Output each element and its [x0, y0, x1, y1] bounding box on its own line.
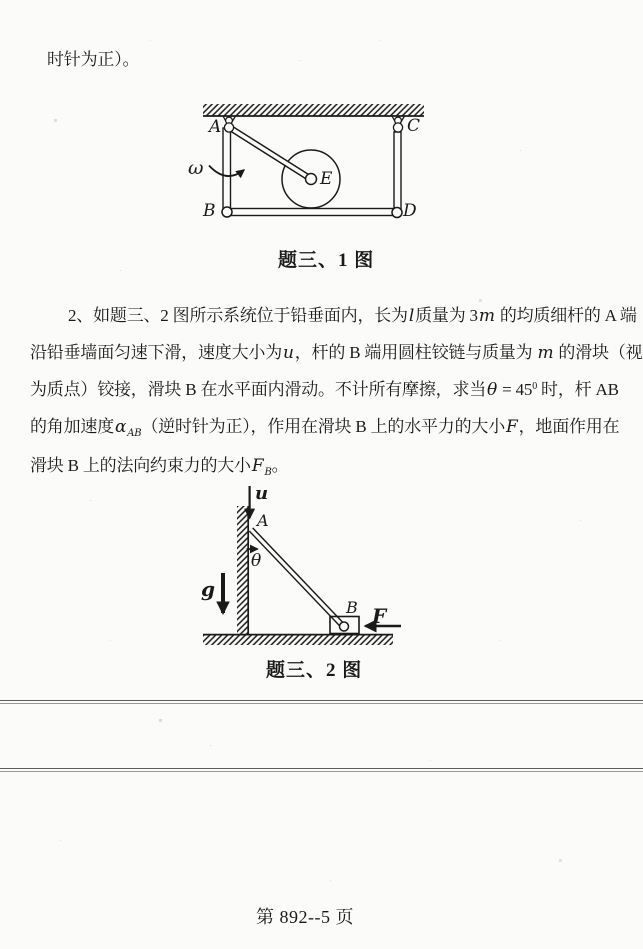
problem-text: 为质点）铰接，滑块 B 在水平面内滑动。不计所有摩擦，求当 — [30, 380, 487, 399]
figure1-caption: 题三、1 图 — [278, 250, 375, 271]
problem-line-4 — [30, 412, 619, 439]
bar-BD — [227, 209, 397, 216]
pin-B — [222, 207, 232, 217]
pin-B2 — [340, 622, 349, 631]
figure2-label-B: B — [346, 598, 358, 617]
problem-text: 的均质细杆的 A 端 — [495, 306, 637, 325]
problem-text: 时，杆 AB — [537, 380, 619, 399]
pin-E — [306, 174, 317, 185]
figure1-linework — [203, 104, 424, 221]
var-alpha: α — [115, 417, 127, 437]
var-m: m — [537, 343, 554, 363]
figure2-label-theta: θ — [251, 551, 262, 571]
figure1-label-C: C — [407, 116, 421, 136]
figure2-label-g: g — [201, 577, 215, 601]
rod-AB-inner — [251, 530, 344, 627]
figure1-label-omega: ω — [188, 157, 204, 179]
bar-AB — [223, 128, 231, 212]
figure1-label-E: E — [320, 169, 333, 189]
figure2-label-A: A — [257, 511, 269, 530]
problem-text: （逆时针为正），作用在滑块 B 上的水平力的大小 — [141, 417, 505, 436]
figure1-label-B: B — [203, 201, 216, 221]
subscript-B: B — [264, 467, 272, 478]
var-F: F — [506, 417, 518, 437]
problem-text: 滑块 B 上的法向约束力的大小 — [30, 456, 251, 475]
problem-text: 的滑块（视 — [554, 343, 643, 362]
problem-line-2 — [30, 338, 642, 363]
support-A — [223, 116, 236, 132]
figure2-label-F: F — [372, 604, 387, 628]
figure2-caption: 题三、2 图 — [266, 660, 363, 681]
problem-text: 沿铅垂墙面匀速下滑，速度大小为 — [30, 343, 282, 362]
bar-CD — [394, 132, 401, 213]
problem-line-5 — [30, 451, 288, 478]
figure2-wall-hatch — [237, 506, 248, 634]
var-l: l — [408, 306, 415, 326]
pin-D — [392, 208, 402, 218]
problem-text: ，杆的 B 端用圆柱铰链与质量为 — [294, 343, 537, 362]
separator-rule-top — [0, 700, 643, 704]
top-text: 时针为正）。 — [47, 50, 140, 69]
figure1-label-A: A — [209, 117, 222, 137]
figure2-floor-hatch — [203, 634, 393, 645]
problem-text: = 45 — [498, 380, 533, 399]
var-m: m — [478, 306, 495, 326]
superscript-deg: 0 — [532, 381, 537, 392]
problem-text: ，地面作用在 — [518, 417, 620, 436]
var-theta: θ — [487, 380, 498, 400]
figure2-label-u: u — [255, 483, 269, 504]
figure1-label-D: D — [403, 201, 417, 221]
problem-text: 质量为 3 — [415, 306, 478, 325]
support-C — [392, 116, 405, 132]
problem-line-1 — [68, 301, 637, 326]
var-F: F — [251, 456, 264, 476]
separator-rule-bottom — [0, 768, 643, 772]
var-u: u — [283, 343, 294, 363]
problem-text: 。 — [271, 456, 289, 475]
figure1-ceiling-hatch — [203, 104, 424, 116]
problem-text: 的角加速度 — [30, 417, 114, 436]
subscript-AB: AB — [127, 428, 142, 439]
problem-line-3 — [30, 375, 619, 400]
problem-text: 2、如题三、2 图所示系统位于铅垂面内，长为 — [68, 306, 408, 325]
page-number: 第 892--5 页 — [256, 907, 354, 927]
